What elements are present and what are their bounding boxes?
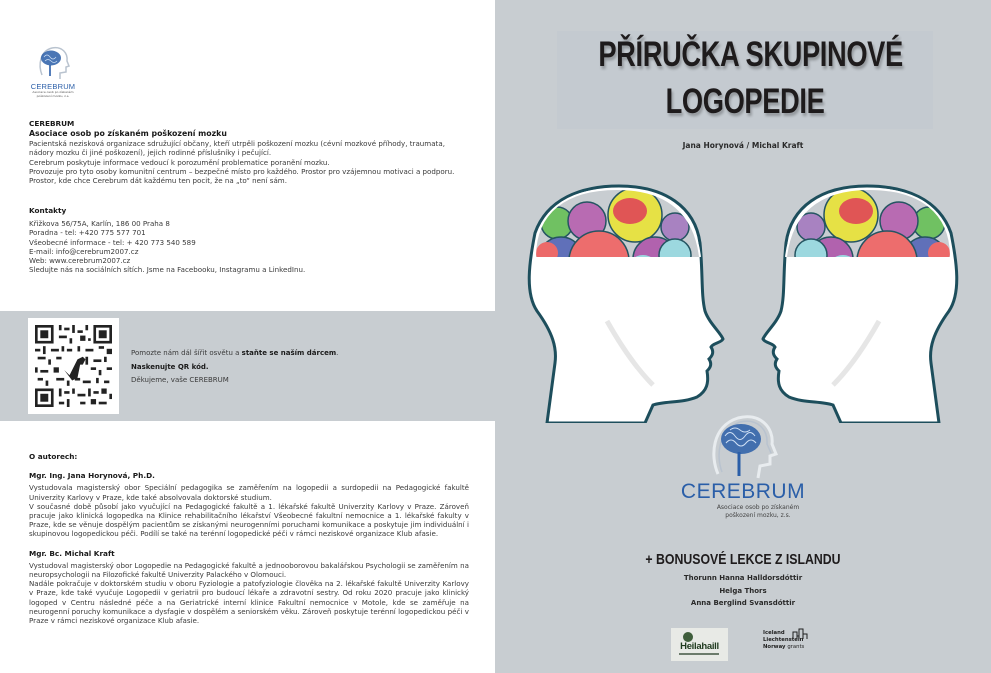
back-cover xyxy=(0,0,495,673)
contact-social: Sledujte nás na sociálních sítích. Jsme na Facebooku, Instagramu a LinkedInu. xyxy=(29,265,306,275)
about-paragraph: Provozuje pro tyto osoby komunitní centrum – bezpečné místo pro každého. Prostor pro vzájemnou motivaci a podporu. Prostor, kde chce Cerebrum dát každému ten pocit, že na „to“ není sám. xyxy=(29,166,455,186)
grants-norway: Norway xyxy=(763,644,786,650)
book-title xyxy=(557,31,933,129)
donate-line-2 xyxy=(131,361,338,375)
author-bio-paragraph: Nadále pokračuje v doktorském studiu v oboru Fyziologie a patofyziologie člověka na 2. lékařské fakultě Univerzity Karlovy v Praze, kde také vyučuje Logopedii v geriatrii pro budoucí lékaře a zdravotní sestry. Od roku 2020 pracuje jako klinický logoped v Centru následné péče a na Geriatrické interní klinice Fakultní nemocnice v Motole, kde se zaměřuje na neurogenní poruchy komunikace a dysfagie v dospělém a seniorském věku. Zároveň poskytuje terénní logopedickou péči v Praze v rámci neziskové organizace Klub afasie. xyxy=(29,579,469,626)
two-heads-speech-bubbles-illustration xyxy=(495,183,991,423)
author-bio-paragraph: Vystudovala magisterský obor Speciální pedagogika se zaměřením na logopedii a surdopedii na Pedagogické fakultě Univerzity Karlovy v Praze, kde také absolvovala doktorské studium. xyxy=(29,483,469,502)
logo-subtitle-line-2: poškození mozku, z.s. xyxy=(725,512,791,519)
bonus-author: Thorunn Hanna Halldorsdóttir xyxy=(683,574,803,582)
bonus-authors xyxy=(495,572,991,610)
grants-word: grants xyxy=(787,644,805,650)
bonus-section xyxy=(495,551,991,610)
contacts-section xyxy=(29,206,469,274)
logo-name: CEREBRUM xyxy=(680,480,806,503)
grants-mark-icon xyxy=(792,628,808,640)
book-title-line-2: LOGOPEDIE xyxy=(665,82,825,121)
about-paragraph: Pacientská nezisková organizace sdružující občany, kteří utrpěli poškození mozku (cévní mozkové příhody, traumata, nádory mozku či jiné poškození), jejich rodinné příslušníky i pečující. xyxy=(29,139,445,158)
authors-title: O autorech: xyxy=(29,452,78,461)
logo-name: CEREBRUM xyxy=(30,82,76,91)
author-bio-paragraph: V současné době působí jako vyučující na Pedagogické fakultě a 1. lékařské fakultě Univerzity Karlovy v Praze. Zároveň pracuje jako klinická logopedka na Klinice rehabilitačního lékařství Všeobecné fakultní nemocnice a 1. lékařské fakulty v Praze, kde se věnuje dospělým pacientům se získanými neurogenními poruchami komunikace a poskytuje jim individuální i skupinovou logopedickou péči. Podílí se také na terénní logopedické péči v rámci neziskové organizace Klub afasie. xyxy=(29,501,469,539)
donate-text xyxy=(131,347,338,388)
qr-code xyxy=(28,318,119,414)
contact-web: Web: www.cerebrum2007.cz xyxy=(29,256,131,266)
contact-email: E-mail: info@cerebrum2007.cz xyxy=(29,246,139,256)
contact-phone-counselling: Poradna - tel: +420 775 577 701 xyxy=(29,228,146,238)
donate-line-2-bold: Naskenujte QR kód. xyxy=(131,362,209,371)
author-bio-paragraph: Vystudoval magisterský obor Logopedie na Pedagogické fakultě a jednooborovou bakalářskou Psychologii se zaměřením na neuropsychologii na Filozofické fakultě Univerzity Palackého v Olomouci. xyxy=(29,560,469,580)
donate-line-3: Děkujeme, vaše CEREBRUM xyxy=(131,376,229,384)
donate-line-1-suffix: . xyxy=(336,349,339,357)
brain-head-icon xyxy=(708,412,778,480)
authors-section xyxy=(29,452,469,625)
donate-line-1-bold: staňte se naším dárcem xyxy=(241,349,337,357)
logo-subtitle: Asociace osob po získaném poškození mozku, z.s. xyxy=(32,90,74,98)
heilahaill-tagline xyxy=(679,653,719,655)
author-horynova xyxy=(29,471,469,538)
heilahaill-logo xyxy=(671,628,728,661)
cerebrum-logo-small xyxy=(27,45,79,107)
grants-line-1: Iceland xyxy=(763,630,785,636)
author-name: Mgr. Ing. Jana Horynová, Ph.D. xyxy=(29,471,155,481)
cerebrum-logo-large xyxy=(495,412,991,520)
contacts-title: Kontakty xyxy=(29,206,67,215)
grants-line-3 xyxy=(763,644,804,651)
logo-subtitle-line-1: Asociace osob po získaném xyxy=(716,504,800,511)
book-title-line-1: PŘÍRUČKA SKUPINOVÉ xyxy=(598,35,903,74)
heilahaill-text: Heilahaill xyxy=(680,641,719,652)
qr-code-icon xyxy=(35,325,112,407)
grants-line-2: Liechtenstein xyxy=(763,637,804,643)
contact-address: Křižkova 56/75A, Karlín, 186 00 Praha 8 xyxy=(29,219,170,229)
cover-authors: Jana Horynová / Michal Kraft xyxy=(682,141,804,150)
front-cover xyxy=(495,0,991,673)
brain-head-icon xyxy=(36,45,70,81)
donate-line-1-text: Pomozte nám dál šířit osvětu a xyxy=(131,349,242,357)
about-section xyxy=(29,119,469,185)
about-subtitle: Asociace osob po získaném poškození mozku xyxy=(29,129,227,139)
bonus-title: + BONUSOVÉ LEKCE Z ISLANDU xyxy=(645,551,841,568)
bonus-author: Helga Thors xyxy=(719,586,767,595)
contact-phone-general: Všeobecné informace - tel: + 420 773 540 589 xyxy=(29,237,196,247)
bonus-author: Anna Berglind Svansdóttir xyxy=(690,599,796,607)
author-name: Mgr. Bc. Michal Kraft xyxy=(29,548,115,558)
author-kraft xyxy=(29,549,469,626)
about-paragraph: Cerebrum poskytuje informace vedoucí k porozumění problematice poranění mozku. xyxy=(29,157,330,167)
about-title: CEREBRUM xyxy=(29,119,75,128)
eea-norway-grants-logo xyxy=(763,630,804,651)
donate-line-1 xyxy=(131,347,338,361)
